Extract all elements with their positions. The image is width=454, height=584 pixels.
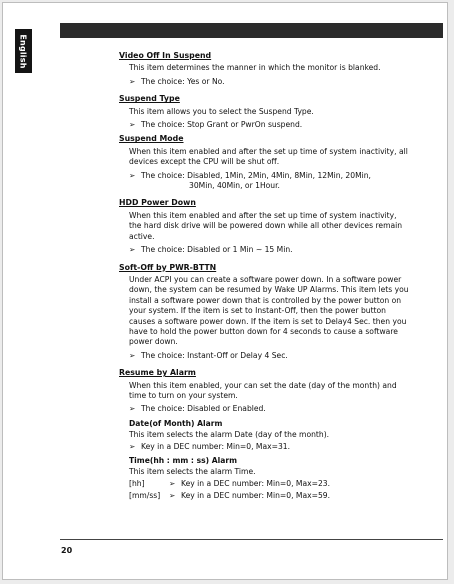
arrow-bullet-icon: ➢: [129, 120, 136, 130]
choice-text: The choice: Yes or No.: [141, 76, 225, 86]
subsection-desc-date-alarm: This item selects the alarm Date (day of the month).: [129, 430, 330, 440]
key-text: Key in a DEC number: Min=0, Max=31.: [141, 441, 291, 451]
footer-rule: [60, 539, 443, 540]
choice-text: The choice: Disabled, 1Min, 2Min, 4Min, 8Min, 12Min, 20Min,: [141, 170, 371, 180]
manual-page: [2, 2, 448, 580]
choice-text: The choice: Disabled or 1 Min ~ 15 Min.: [141, 245, 293, 255]
language-tab: [15, 29, 32, 73]
subsection-title-date-alarm: Date(of Month) Alarm: [129, 418, 223, 428]
arrow-bullet-icon: ➢: [129, 170, 136, 180]
arrow-bullet-icon: ➢: [129, 441, 136, 451]
choice-video-off: [129, 77, 411, 87]
key-text: Key in a DEC number: Min=0, Max=23.: [181, 478, 331, 488]
section-title-hdd-power-down: HDD Power Down: [119, 198, 196, 208]
section-title-suspend-type: Suspend Type: [119, 94, 180, 104]
section-desc-suspend-type: This item allows you to select the Suspend Type.: [129, 106, 314, 116]
subsection-desc-time-alarm: This item selects the alarm Time.: [129, 467, 256, 477]
choice-suspend-type: [129, 120, 411, 130]
key-hh: [129, 479, 411, 489]
section-title-video-off: Video Off In Suspend: [119, 51, 212, 60]
choice-text: The choice: Instant-Off or Delay 4 Sec.: [141, 350, 288, 360]
arrow-bullet-icon: ➢: [129, 245, 136, 255]
section-desc-soft-off: Under ACPI you can create a software power down. In a software power down, the system can be resumed by Wake UP Alarms. This item lets you install a software power down that is controlled by the power button on your system. If the item is set to Instant-Off, then the power button causes a software power down. If the item is set to Delay4 Sec. then you have to hold the power button down for 4 seconds to cause a software power down.: [129, 274, 409, 347]
key-date-alarm: [129, 442, 411, 452]
section-desc-resume-alarm: When this item enabled, your can set the date (day of the month) and time to turn on your system.: [129, 380, 397, 400]
section-title-suspend-mode: Suspend Mode: [119, 134, 184, 144]
arrow-bullet-icon: ➢: [169, 491, 176, 501]
choice-suspend-mode: [129, 171, 411, 181]
arrow-bullet-icon: ➢: [129, 350, 136, 360]
key-mmss: [129, 491, 411, 501]
key-text: Key in a DEC number: Min=0, Max=59.: [181, 491, 331, 501]
section-title-resume-alarm: Resume by Alarm: [119, 368, 196, 378]
header-bar: [60, 23, 443, 38]
section-desc-video-off: This item determines the manner in which the monitor is blanked.: [129, 63, 381, 73]
page-number: 20: [61, 546, 73, 555]
arrow-bullet-icon: ➢: [169, 478, 176, 488]
arrow-bullet-icon: ➢: [129, 404, 136, 414]
choice-soft-off: [129, 351, 411, 361]
key-label-hh: [hh]: [129, 478, 145, 488]
choice-resume-alarm: [129, 404, 411, 414]
choice-hdd-power-down: [129, 245, 411, 255]
section-title-soft-off: Soft-Off by PWR-BTTN: [119, 262, 217, 272]
page-content: [119, 51, 411, 502]
arrow-bullet-icon: ➢: [129, 76, 136, 86]
choice-text: The choice: Disabled or Enabled.: [141, 404, 266, 414]
language-tab-label: English: [19, 33, 29, 69]
choice-text: The choice: Stop Grant or PwrOn suspend.: [141, 120, 303, 130]
choice-suspend-mode-cont: [189, 181, 411, 191]
section-desc-suspend-mode: When this item enabled and after the set up time of system inactivity, all devices except the CPU will be shut off.: [129, 146, 408, 167]
section-desc-hdd-power-down: When this item enabled and after the set up time of system inactivity, the hard disk drive will be powered down while all other devices remain active.: [129, 210, 403, 241]
key-label-mmss: [mm/ss]: [129, 491, 161, 501]
subsection-title-time-alarm: Time(hh : mm : ss) Alarm: [129, 456, 238, 465]
choice-text: 30Min, 40Min, or 1Hour.: [189, 181, 280, 191]
